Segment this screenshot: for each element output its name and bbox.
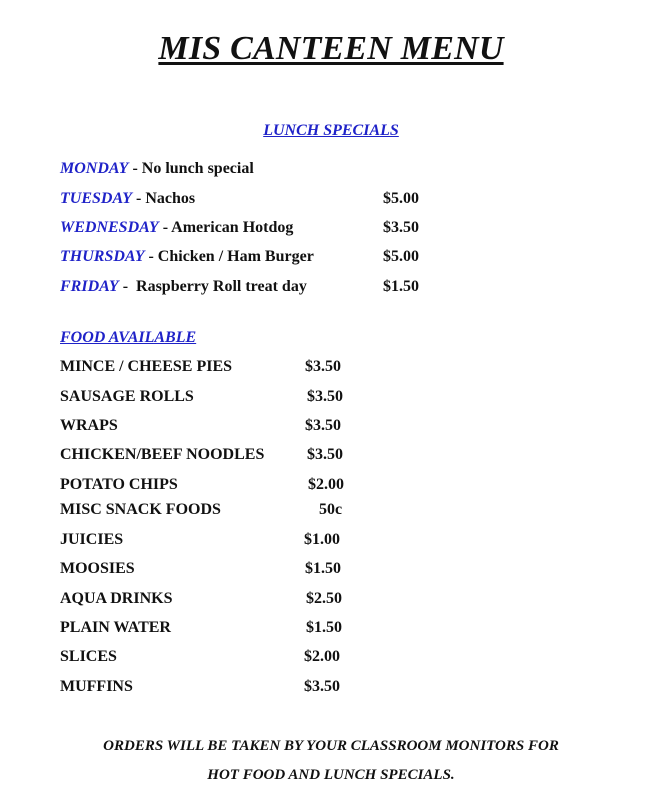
day-label: WEDNESDAY [60,219,159,236]
menu-title: MIS CANTEEN MENU [158,30,504,67]
food-item-name: MOOSIES [60,560,135,577]
food-item-price: $3.50 [305,358,341,375]
lunch-price-thursday: $5.00 [383,248,419,265]
lunch-item: Nachos [145,190,196,207]
food-item-price: $2.00 [304,648,340,665]
lunch-row-wednesday [60,219,293,237]
lunch-item: No lunch special [141,160,254,177]
food-item-price: $2.00 [308,476,344,493]
lunch-price-friday: $1.50 [383,278,419,295]
food-item-name: WRAPS [60,417,118,434]
food-item-name: SAUSAGE ROLLS [60,388,194,405]
food-item-price: $2.50 [306,590,342,607]
food-item-name: PLAIN WATER [60,619,171,636]
food-item-name: SLICES [60,648,117,665]
food-available-heading: FOOD AVAILABLE [60,329,197,346]
food-item-name: AQUA DRINKS [60,590,173,607]
food-item-name: CHICKEN/BEEF NOODLES [60,446,265,463]
lunch-row-thursday [60,248,314,266]
food-item-price: $3.50 [307,388,343,405]
day-separator: - [118,278,137,295]
day-label: TUESDAY [60,190,133,207]
day-separator: - [132,190,146,207]
food-item-price: $1.50 [305,560,341,577]
footer-line-2: HOT FOOD AND LUNCH SPECIALS. [207,767,455,783]
food-item-price: $3.50 [307,446,343,463]
day-label: FRIDAY [60,278,119,295]
day-label: THURSDAY [60,248,145,265]
day-label: MONDAY [60,160,129,177]
lunch-row-monday [60,160,254,178]
food-item-price: $1.00 [304,531,340,548]
food-item-price: $3.50 [304,678,340,695]
day-separator: - [158,219,172,236]
footer-line-1: ORDERS WILL BE TAKEN BY YOUR CLASSROOM MONITORS FOR [103,738,559,754]
food-item-name: JUICIES [60,531,124,548]
lunch-row-tuesday [60,190,195,208]
food-item-name: POTATO CHIPS [60,476,178,493]
food-item-price: $3.50 [305,417,341,434]
lunch-item: Raspberry Roll treat day [136,278,307,295]
lunch-specials-heading: LUNCH SPECIALS [263,122,399,139]
lunch-row-friday [60,278,307,296]
lunch-item: American Hotdog [171,219,294,236]
food-item-name: MINCE / CHEESE PIES [60,358,233,375]
food-item-name: MISC SNACK FOODS [60,501,221,518]
lunch-price-tuesday: $5.00 [383,190,419,207]
food-item-price: $1.50 [306,619,342,636]
lunch-item: Chicken / Ham Burger [157,248,314,265]
food-item-price: 50c [319,501,343,518]
lunch-price-wednesday: $3.50 [383,219,419,236]
day-separator: - [144,248,158,265]
food-item-name: MUFFINS [60,678,133,695]
day-separator: - [128,160,142,177]
